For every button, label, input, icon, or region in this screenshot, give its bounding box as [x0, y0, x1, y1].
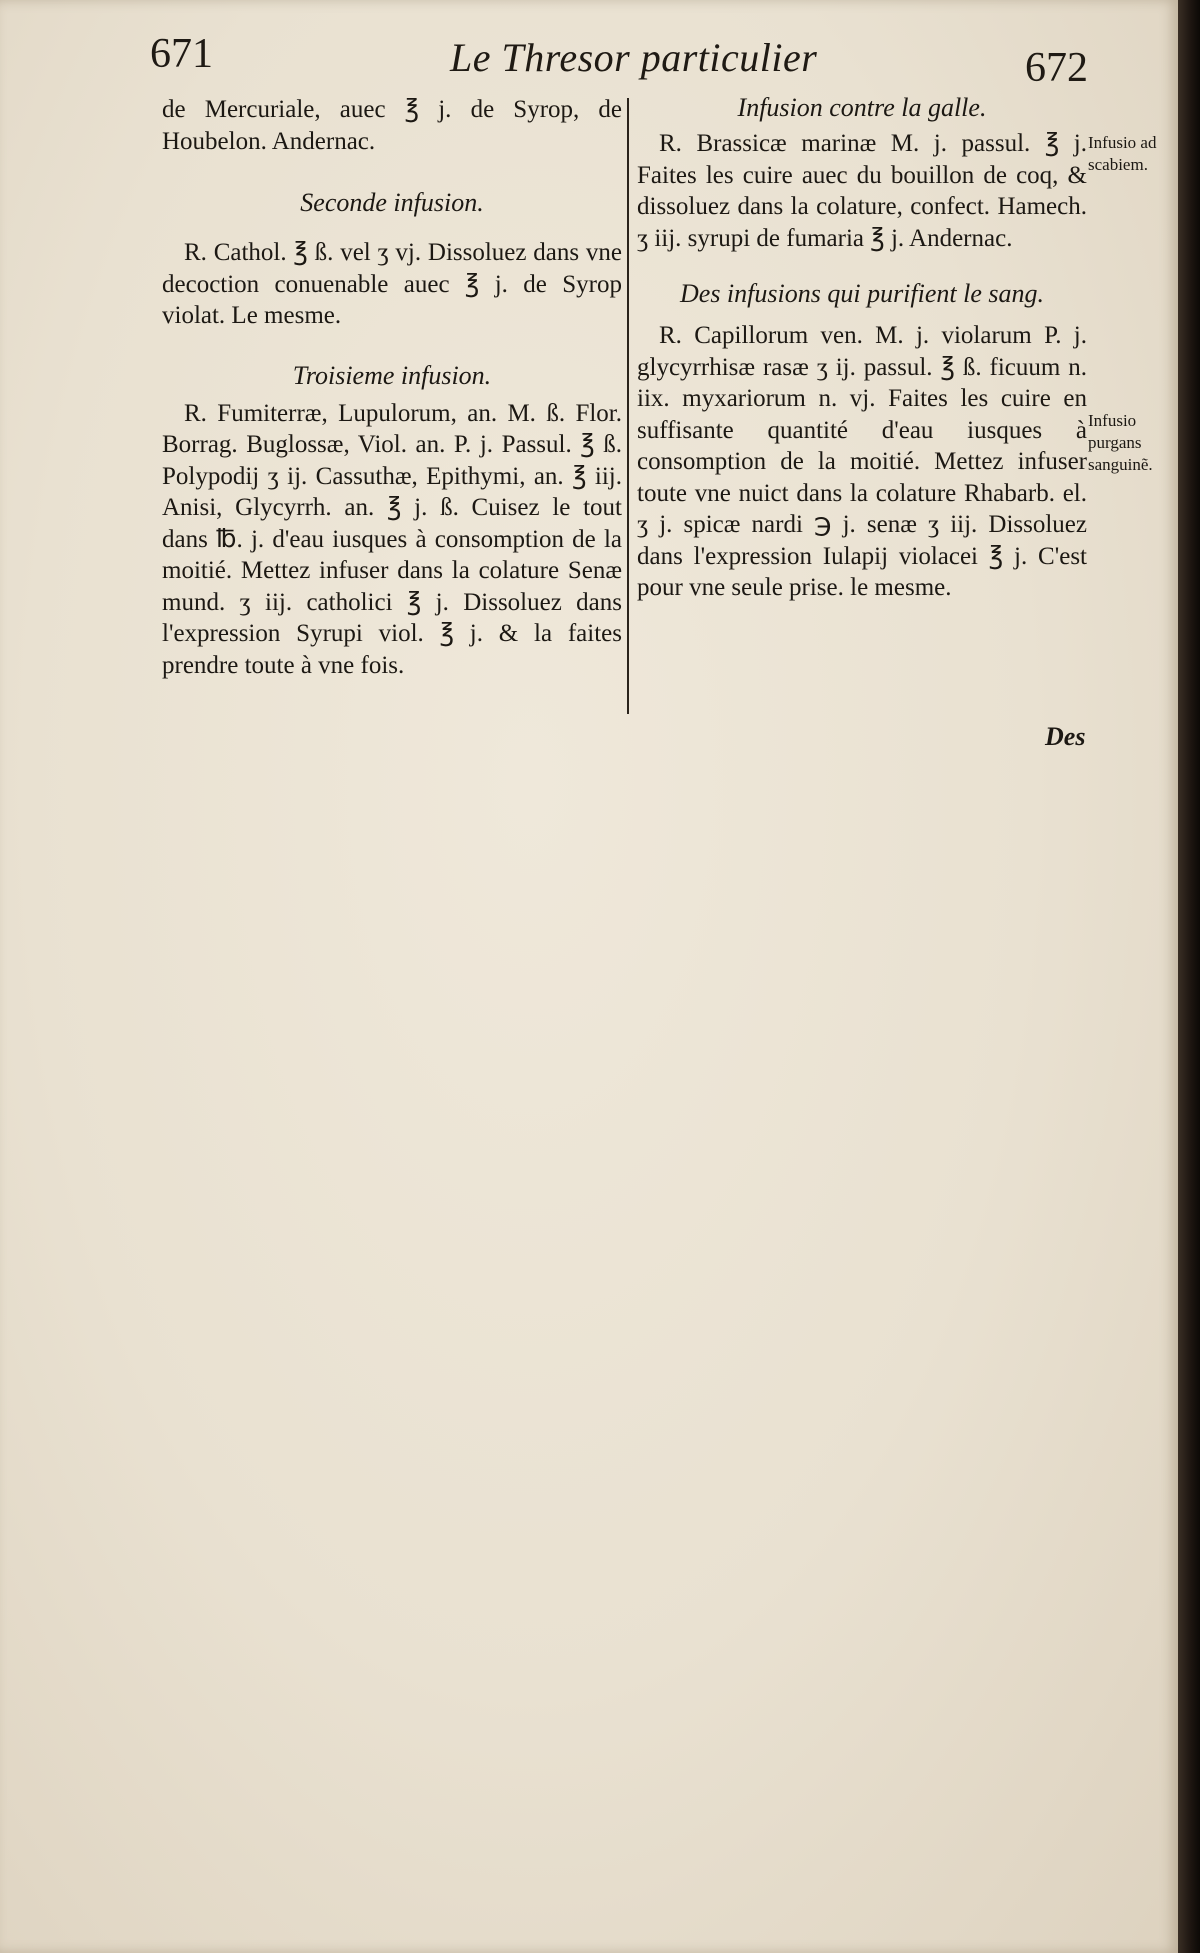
right-column: [637, 92, 1087, 604]
heading-seconde-infusion: Seconde infusion.: [300, 188, 484, 217]
paragraph-text: R. Cathol. ℥ ß. vel ʒ vj. Dissoluez dans vne decoction conuenable auec ℥ j. de Syrop violat. Le mesme.: [162, 239, 622, 329]
margin-note-sanguinem: Infusio purgans sanguinẽ.: [1088, 411, 1153, 474]
page-number-right: 672: [1025, 45, 1088, 91]
paragraph-text: R. Capillorum ven. M. j. violarum P. j. glycyrrhisæ rasæ ʒ ij. passul. ℥ ß. ficuum n. iix. myxariorum n. vj. Faites les cuire en suffisante quantité d'eau iusques à consomption de la moitié. Mettez infuser toute vne nuict dans la colature Rhabarb. el. ʒ j. spicæ nardi ℈ j. senæ ʒ iij. Dissoluez dans l'expression Iulapij violacei ℥ j. C'est pour vne seule prise. le mesme.: [637, 322, 1087, 601]
heading-infusion-galle: Infusion contre la galle.: [737, 93, 987, 122]
paragraph-infusions-sang: [637, 320, 1087, 604]
heading-troisieme-infusion: Troisieme infusion.: [292, 360, 492, 390]
paragraph-continuation: de Mercuriale, auec ℥ j. de Syrop, de Houbelon. Andernac.: [162, 96, 622, 155]
paragraph-infusion-galle: [637, 128, 1087, 254]
book-spine-edge: [1178, 0, 1200, 1953]
paragraph-text: R. Fumiterræ, Lupulorum, an. M. ß. Flor. Borrag. Buglossæ, Viol. an. P. j. Passul. ℥ ß. Polypodij ʒ ij. Cassuthæ, Epithymi, an. ℥ iij. Anisi, Glycyrrh. an. ℥ j. ß. Cuisez le tout dans ℔. j. d'eau iusques à consomption de la moitié. Mettez infuser dans la colature Senæ mund. ʒ iij. catholici ℥ j. Dissoluez dans l'expression Syrupi viol. ℥ j. & la faites prendre toute à vne fois.: [162, 399, 622, 679]
margin-note-scabiem: Infusio ad scabiem.: [1088, 133, 1157, 174]
page-number-left: 671: [150, 31, 213, 77]
heading-infusions-sang: Des infusions qui purifient le sang.: [680, 279, 1044, 308]
paragraph-seconde-infusion: [162, 237, 622, 332]
paragraph-text: R. Brassicæ marinæ M. j. passul. ℥ j. Faites les cuire auec du bouillon de coq, & dissoluez dans la colature, confect. Hamech. ʒ iij. syrupi de fumaria ℥ j. Andernac.: [637, 130, 1087, 252]
left-column: [162, 94, 622, 681]
running-title: Le Thresor particulier: [450, 35, 818, 80]
catchword: Des: [1045, 722, 1086, 751]
column-divider: [627, 98, 629, 714]
paragraph-troisieme-infusion: [162, 398, 622, 682]
